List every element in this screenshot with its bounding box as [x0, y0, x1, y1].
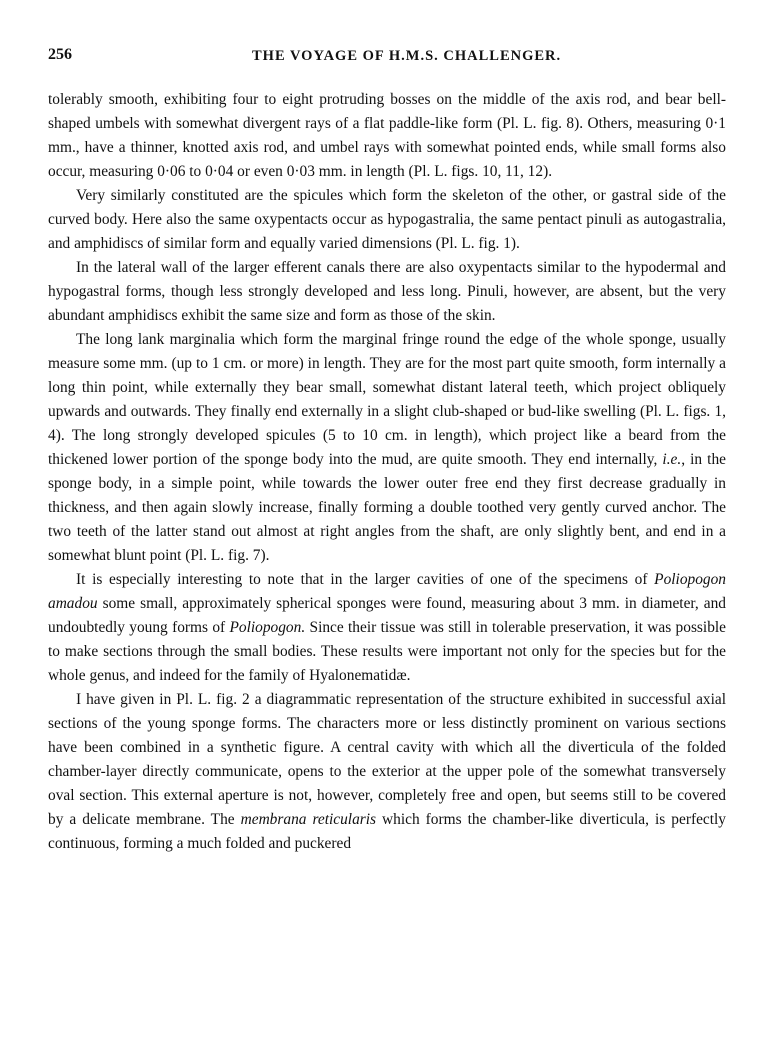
- paragraph-5-text-a: It is especially interesting to note that in the larger cavities of one of the specimens of: [76, 571, 655, 588]
- paragraph-6-term: membrana reticularis: [240, 811, 377, 828]
- running-head: THE VOYAGE OF H.M.S. CHALLENGER.: [252, 48, 562, 64]
- paragraph-5: [48, 568, 726, 688]
- paragraph-5-genus-name: Poliopogon.: [229, 619, 306, 636]
- paragraph-6: [48, 688, 726, 856]
- paragraph-4: [48, 328, 726, 568]
- paragraph-3: In the lateral wall of the larger efferent canals there are also oxypentacts similar to the hypodermal and hypogastral forms, though less strongly developed and less long. Pinuli, however, are absent, but the very abundant amphidiscs exhibit the same size and form as those of the skin.: [48, 259, 726, 324]
- paragraph-6-text-b: which forms the chamber-like diverticula, is perfectly continuous, forming a much folded and puckered: [48, 811, 726, 852]
- paragraph-5-species-name: Poliopogon amadou: [48, 571, 726, 612]
- body-text: [48, 88, 726, 856]
- paragraph-5-text-b: some small, approximately spherical sponges were found, measuring about 3 mm. in diameter, and undoubtedly young forms of: [48, 595, 726, 636]
- paragraph-4-text-b: , in the sponge body, in a simple point, while towards the lower outer free end they first decrease gradually in thickness, and then again slowly increase, finally forming a double toothed very gently curved anchor. The two teeth of the latter stand out almost at right angles from the shaft, are only slightly bent, and end in a somewhat blunt point (Pl. L. fig. 7).: [48, 451, 726, 564]
- paragraph-4-text-a: The long lank marginalia which form the marginal fringe round the edge of the whole sponge, usually measure some mm. (up to 1 cm. or more) in length. They are for the most part quite smooth, form internally a long thin point, while externally they bear small, somewhat distant lateral teeth, which project obliquely upwards and outwards. They finally end externally in a slight club-shaped or bud-like swelling (Pl. L. figs. 1, 4). The long strongly developed spicules (5 to 10 cm. in length), which project like a beard from the thickened lower portion of the sponge body into the mud, are quite smooth. They end internally,: [48, 331, 726, 468]
- paragraph-5-text-c: Since their tissue was still in tolerable preservation, it was possible to make sections through the small bodies. These results were important not only for the species but for the whole genus, and indeed for the family of Hyalonematidæ.: [48, 619, 726, 684]
- page-number: 256: [48, 46, 72, 63]
- paragraph-1: tolerably smooth, exhibiting four to eight protruding bosses on the middle of the axis rod, and bear bell-shaped umbels with somewhat divergent rays of a flat paddle-like form (Pl. L. fig. 8). Others, measuring 0·1 mm., have a thinner, knotted axis rod, and umbel rays with somewhat pointed ends, while small forms also occur, measuring 0·06 to 0·04 or even 0·03 mm. in length (Pl. L. figs. 10, 11, 12).: [48, 91, 726, 180]
- paragraph-2: Very similarly constituted are the spicules which form the skeleton of the other, or gastral side of the curved body. Here also the same oxypentacts occur as hypogastralia, the same pentact pinuli as autogastralia, and amphidiscs of similar form and equally varied dimensions (Pl. L. fig. 1).: [48, 187, 726, 252]
- page-header: [48, 46, 726, 70]
- paragraph-6-text-a: I have given in Pl. L. fig. 2 a diagrammatic representation of the structure exhibited in successful axial sections of the young sponge forms. The characters more or less distinctly prominent on various sections have been combined in a synthetic figure. A central cavity with which all the diverticula of the folded chamber-layer directly communicate, opens to the exterior at the upper pole of the somewhat transversely oval section. This external aperture is not, however, completely free and open, but seems still to be covered by a delicate membrane. The: [48, 691, 726, 828]
- paragraph-4-abbrev: i.e.: [662, 451, 682, 468]
